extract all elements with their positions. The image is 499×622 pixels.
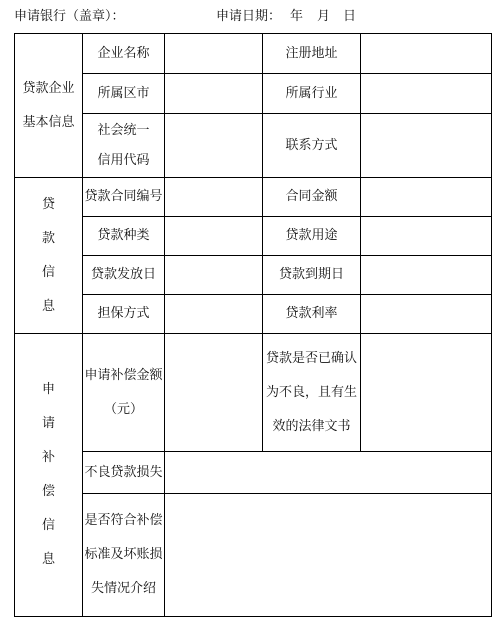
section-basic-info-line2: 基本信息 xyxy=(22,114,75,130)
section-comp-char-1: 申 xyxy=(41,382,55,397)
guarantee-method-field[interactable] xyxy=(165,295,263,334)
section-loan-char-3: 信 xyxy=(41,264,55,280)
industry-field[interactable] xyxy=(361,74,492,114)
section-loan-char-4: 息 xyxy=(41,298,55,314)
bank-stamp-label: 申请银行（盖章）： xyxy=(14,9,125,24)
section-basic-info xyxy=(15,34,83,178)
criteria-line2: 标准及坏账损 xyxy=(84,547,163,562)
company-name-field[interactable] xyxy=(165,34,263,74)
credit-code-label-line2: 信用代码 xyxy=(97,152,150,168)
issue-date-field[interactable] xyxy=(165,256,263,295)
bad-loan-loss-label: 不良贷款损失 xyxy=(83,452,165,494)
criteria-label xyxy=(83,494,165,617)
credit-code-field[interactable] xyxy=(165,114,263,178)
section-comp-char-4: 偿 xyxy=(41,484,55,499)
contact-field[interactable] xyxy=(361,114,492,178)
row-issue-date xyxy=(15,256,492,295)
contract-amount-label: 合同金额 xyxy=(263,178,361,217)
contract-amount-field[interactable] xyxy=(361,178,492,217)
day-label: 日 xyxy=(343,9,357,24)
row-company-name xyxy=(15,34,492,74)
company-name-label: 企业名称 xyxy=(83,34,165,74)
confirmation-line1: 贷款是否已确认 xyxy=(265,350,357,366)
section-comp-char-3: 补 xyxy=(41,450,55,465)
confirmation-line2: 为不良，且有生 xyxy=(265,384,357,400)
contact-label: 联系方式 xyxy=(263,114,361,178)
issue-date-label: 贷款发放日 xyxy=(83,256,165,295)
criteria-line1: 是否符合补偿 xyxy=(84,513,163,528)
industry-label: 所属行业 xyxy=(263,74,361,114)
confirmation-line3: 效的法律文书 xyxy=(272,418,351,434)
maturity-date-label: 贷款到期日 xyxy=(263,256,361,295)
contract-number-field[interactable] xyxy=(165,178,263,217)
compensation-amount-label xyxy=(83,334,165,452)
row-guarantee xyxy=(15,295,492,334)
form-header xyxy=(14,8,484,26)
contract-number-label: 贷款合同编号 xyxy=(83,178,165,217)
compensation-amount-line1: 申请补偿金额 xyxy=(84,367,163,383)
maturity-date-field[interactable] xyxy=(361,256,492,295)
row-credit-code xyxy=(15,114,492,178)
loan-type-label: 贷款种类 xyxy=(83,217,165,256)
application-date-label: 申请日期： xyxy=(216,9,282,24)
bad-loan-loss-field[interactable] xyxy=(165,452,492,494)
registered-address-label: 注册地址 xyxy=(263,34,361,74)
row-loan-type xyxy=(15,217,492,256)
row-district xyxy=(15,74,492,114)
district-label: 所属区市 xyxy=(83,74,165,114)
section-comp-char-6: 息 xyxy=(41,552,55,567)
loan-type-field[interactable] xyxy=(165,217,263,256)
section-loan-char-1: 贷 xyxy=(41,196,55,212)
compensation-amount-field[interactable] xyxy=(165,334,263,452)
month-label: 月 xyxy=(317,9,331,24)
loan-rate-field[interactable] xyxy=(361,295,492,334)
year-label: 年 xyxy=(290,9,304,24)
row-criteria xyxy=(15,494,492,617)
section-basic-info-line1: 贷款企业 xyxy=(22,80,75,96)
credit-code-label xyxy=(83,114,165,178)
bad-loan-confirmation-label xyxy=(263,334,361,452)
bad-loan-confirmation-field[interactable] xyxy=(361,334,492,452)
compensation-application-table xyxy=(14,33,492,617)
credit-code-label-line1: 社会统一 xyxy=(97,122,150,138)
loan-purpose-label: 贷款用途 xyxy=(263,217,361,256)
section-comp-char-5: 信 xyxy=(41,518,55,533)
registered-address-field[interactable] xyxy=(361,34,492,74)
compensation-amount-line2: （元） xyxy=(103,401,143,417)
section-compensation-info xyxy=(15,334,83,617)
guarantee-method-label: 担保方式 xyxy=(83,295,165,334)
row-compensation-amount xyxy=(15,334,492,452)
district-field[interactable] xyxy=(165,74,263,114)
loan-rate-label: 贷款利率 xyxy=(263,295,361,334)
section-loan-char-2: 款 xyxy=(41,230,55,246)
row-bad-loan-loss xyxy=(15,452,492,494)
row-contract-number xyxy=(15,178,492,217)
section-loan-info xyxy=(15,178,83,334)
criteria-field[interactable] xyxy=(165,494,492,617)
loan-purpose-field[interactable] xyxy=(361,217,492,256)
criteria-line3: 失情况介绍 xyxy=(90,581,156,596)
section-comp-char-2: 请 xyxy=(41,416,55,431)
